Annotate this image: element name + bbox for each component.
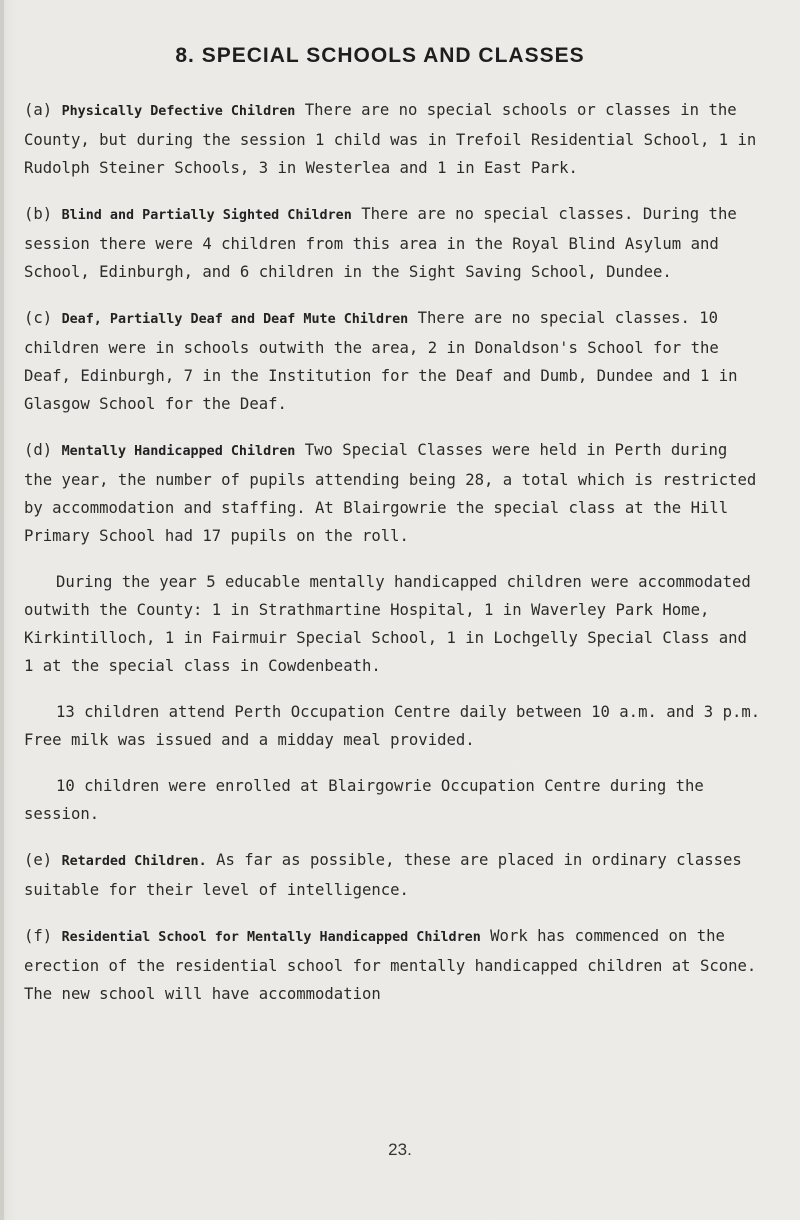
section-a xyxy=(24,96,764,182)
section-marker: (c) xyxy=(24,309,53,327)
section-marker: (d) xyxy=(24,441,53,459)
section-c xyxy=(24,304,764,418)
section-e xyxy=(24,846,764,904)
section-heading: Blind and Partially Sighted Children xyxy=(61,208,352,223)
section-d xyxy=(24,436,764,550)
section-text: Two Special Classes were held in Perth during the year, the number of pupils attending being 28, a total which is restricted by accommodation and staffing. At Blairgowrie the special class at the Hill Primary School had 17 pupils on the roll. xyxy=(24,441,757,545)
section-text: Work has commenced on the erection of the residential school for mentally handicapped children at Scone. The new school will have accommodation xyxy=(24,927,757,1003)
section-f xyxy=(24,922,764,1008)
page-title: 8. SPECIAL SCHOOLS AND CLASSES xyxy=(175,44,585,67)
page-number: 23. xyxy=(388,1140,412,1159)
section-heading: Deaf, Partially Deaf and Deaf Mute Children xyxy=(61,312,409,327)
paragraph-d-outwith: During the year 5 educable mentally handicapped children were accommodated outwith the County: 1 in Strathmartine Hospital, 1 in Waverley Park Home, Kirkintilloch, 1 in Fairmuir Special School, 1 in Lochgelly Special Class and 1 at the special class in Cowdenbeath. xyxy=(24,573,751,675)
section-text: There are no special classes. 10 children were in schools outwith the area, 2 in Donaldson's School for the Deaf, Edinburgh, 7 in the Institution for the Deaf and Dumb, Dundee and 1 in Glasgow School for the Deaf. xyxy=(24,309,738,413)
section-text: There are no special schools or classes in the County, but during the session 1 child was in Trefoil Residential School, 1 in Rudolph Steiner Schools, 3 in Westerlea and 1 in East Park. xyxy=(24,101,757,177)
section-marker: (f) xyxy=(24,927,53,945)
section-marker: (a) xyxy=(24,101,53,119)
section-text: There are no special classes. During the session there were 4 children from this area in the Royal Blind Asylum and School, Edinburgh, and 6 children in the Sight Saving School, Dundee. xyxy=(24,205,737,281)
section-marker: (e) xyxy=(24,851,53,869)
section-heading: Retarded Children. xyxy=(61,854,207,869)
paragraph-d-blairgowrie-centre: 10 children were enrolled at Blairgowrie Occupation Centre during the session. xyxy=(24,777,704,823)
section-b xyxy=(24,200,764,286)
section-text: As far as possible, these are placed in ordinary classes suitable for their level of intelligence. xyxy=(24,851,742,899)
section-marker: (b) xyxy=(24,205,53,223)
section-heading: Physically Defective Children xyxy=(61,104,296,119)
page-edge-shadow xyxy=(0,0,4,1220)
section-heading: Mentally Handicapped Children xyxy=(61,444,296,459)
paragraph-d-perth-centre: 13 children attend Perth Occupation Centre daily between 10 a.m. and 3 p.m. Free milk was issued and a midday meal provided. xyxy=(24,703,761,749)
section-heading: Residential School for Mentally Handicapped Children xyxy=(61,930,481,945)
document-body xyxy=(24,96,764,1026)
